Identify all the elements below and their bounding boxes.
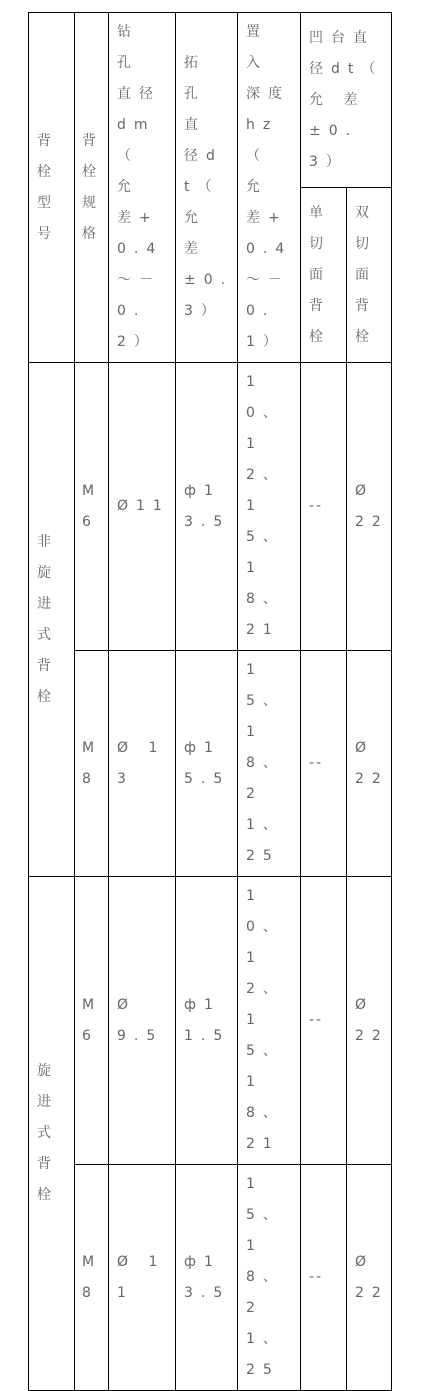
header-model: 背栓型号: [29, 13, 75, 363]
expand-cell: ф11.5: [176, 877, 238, 1165]
expand-cell: ф13.5: [176, 363, 238, 651]
depth-cell: 10、12、15、18、21: [238, 363, 301, 651]
spec-cell: M6: [75, 363, 109, 651]
depth-cell: 10、12、15、18、21: [238, 877, 301, 1165]
header-embed-depth: 置 入 深度hz（ 允 差+0.4～－0.1）: [238, 13, 301, 363]
table-row: [29, 651, 392, 877]
back-bolt-spec-table: [28, 12, 392, 1391]
single-cut-cell: --: [301, 877, 347, 1165]
double-cut-cell: Ø22: [347, 877, 392, 1165]
header-boss-diameter: 凹台直径dt（ 允 差±0.3）: [301, 13, 392, 188]
depth-cell: 15、18、 21、25: [238, 651, 301, 877]
drill-cell: Ø11: [109, 363, 176, 651]
table-row: [29, 363, 392, 651]
single-cut-cell: --: [301, 363, 347, 651]
header-single-cut: 单切面背栓: [301, 188, 347, 363]
spec-cell: M6: [75, 877, 109, 1165]
spec-cell: M8: [75, 1165, 109, 1391]
table-row: [29, 877, 392, 1165]
table-row: [29, 1165, 392, 1391]
header-expand-diameter: 拓 孔 直 径dt（ 允 差±0.3）: [176, 13, 238, 363]
header-row: [29, 13, 392, 188]
double-cut-cell: Ø22: [347, 1165, 392, 1391]
spec-cell: M8: [75, 651, 109, 877]
drill-cell: Ø 11: [109, 1165, 176, 1391]
model-cell: 旋进式背栓: [29, 877, 75, 1391]
drill-cell: Ø 9.5: [109, 877, 176, 1165]
model-cell: 非旋进式背栓: [29, 363, 75, 877]
header-drill-diameter: 钻 孔 直径dm（ 允 差+0.4～－0.2）: [109, 13, 176, 363]
double-cut-cell: Ø22: [347, 363, 392, 651]
header-spec: 背栓规格: [75, 13, 109, 363]
drill-cell: Ø 13: [109, 651, 176, 877]
depth-cell: 15、18、 21、25: [238, 1165, 301, 1391]
expand-cell: ф13.5: [176, 1165, 238, 1391]
single-cut-cell: --: [301, 651, 347, 877]
double-cut-cell: Ø22: [347, 651, 392, 877]
header-double-cut: 双切面背栓: [347, 188, 392, 363]
expand-cell: ф15.5: [176, 651, 238, 877]
single-cut-cell: --: [301, 1165, 347, 1391]
